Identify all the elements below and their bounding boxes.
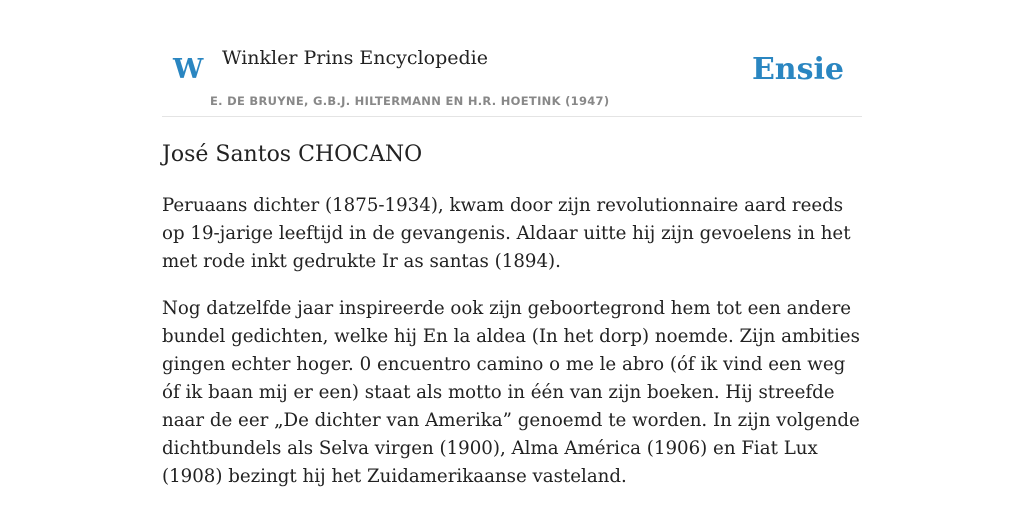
- site-header: [162, 0, 862, 117]
- publication-title[interactable]: Winkler Prins Encyclopedie: [222, 47, 488, 69]
- article-title: José Santos CHOCANO: [162, 142, 423, 167]
- brand-logo[interactable]: Ensie: [751, 52, 844, 87]
- article-paragraph: Peruaans dichter (1875-1934), kwam door zijn revolutionnaire aard reeds op 19-jarige leeftijd in de gevangenis. Aldaar uitte hij zijn gevoelens in het met rode inkt gedrukte Ir as santas (1894).: [162, 195, 851, 272]
- logo-icon[interactable]: W: [173, 54, 204, 85]
- publication-authors: E. DE BRUYNE, G.B.J. HILTERMANN EN H.R. HOETINK (1947): [210, 94, 610, 108]
- article-paragraph: Nog datzelfde jaar inspireerde ook zijn geboortegrond hem tot een andere bundel gedichten, welke hij En la aldea (In het dorp) noemde. Zijn ambities gingen echter hoger. 0 encuentro camino o me le abro (óf ik vind een weg óf ik baan mij er een) staat als motto in één van zijn boeken. Hij streefde naar de eer „De dichter van Amerika” genoemd te worden. In zijn volgende dichtbundels als Selva virgen (1900), Alma América (1906) en Fiat Lux (1908) bezingt hij het Zuidamerikaanse vasteland.: [162, 298, 860, 487]
- page-container: [162, 0, 862, 487]
